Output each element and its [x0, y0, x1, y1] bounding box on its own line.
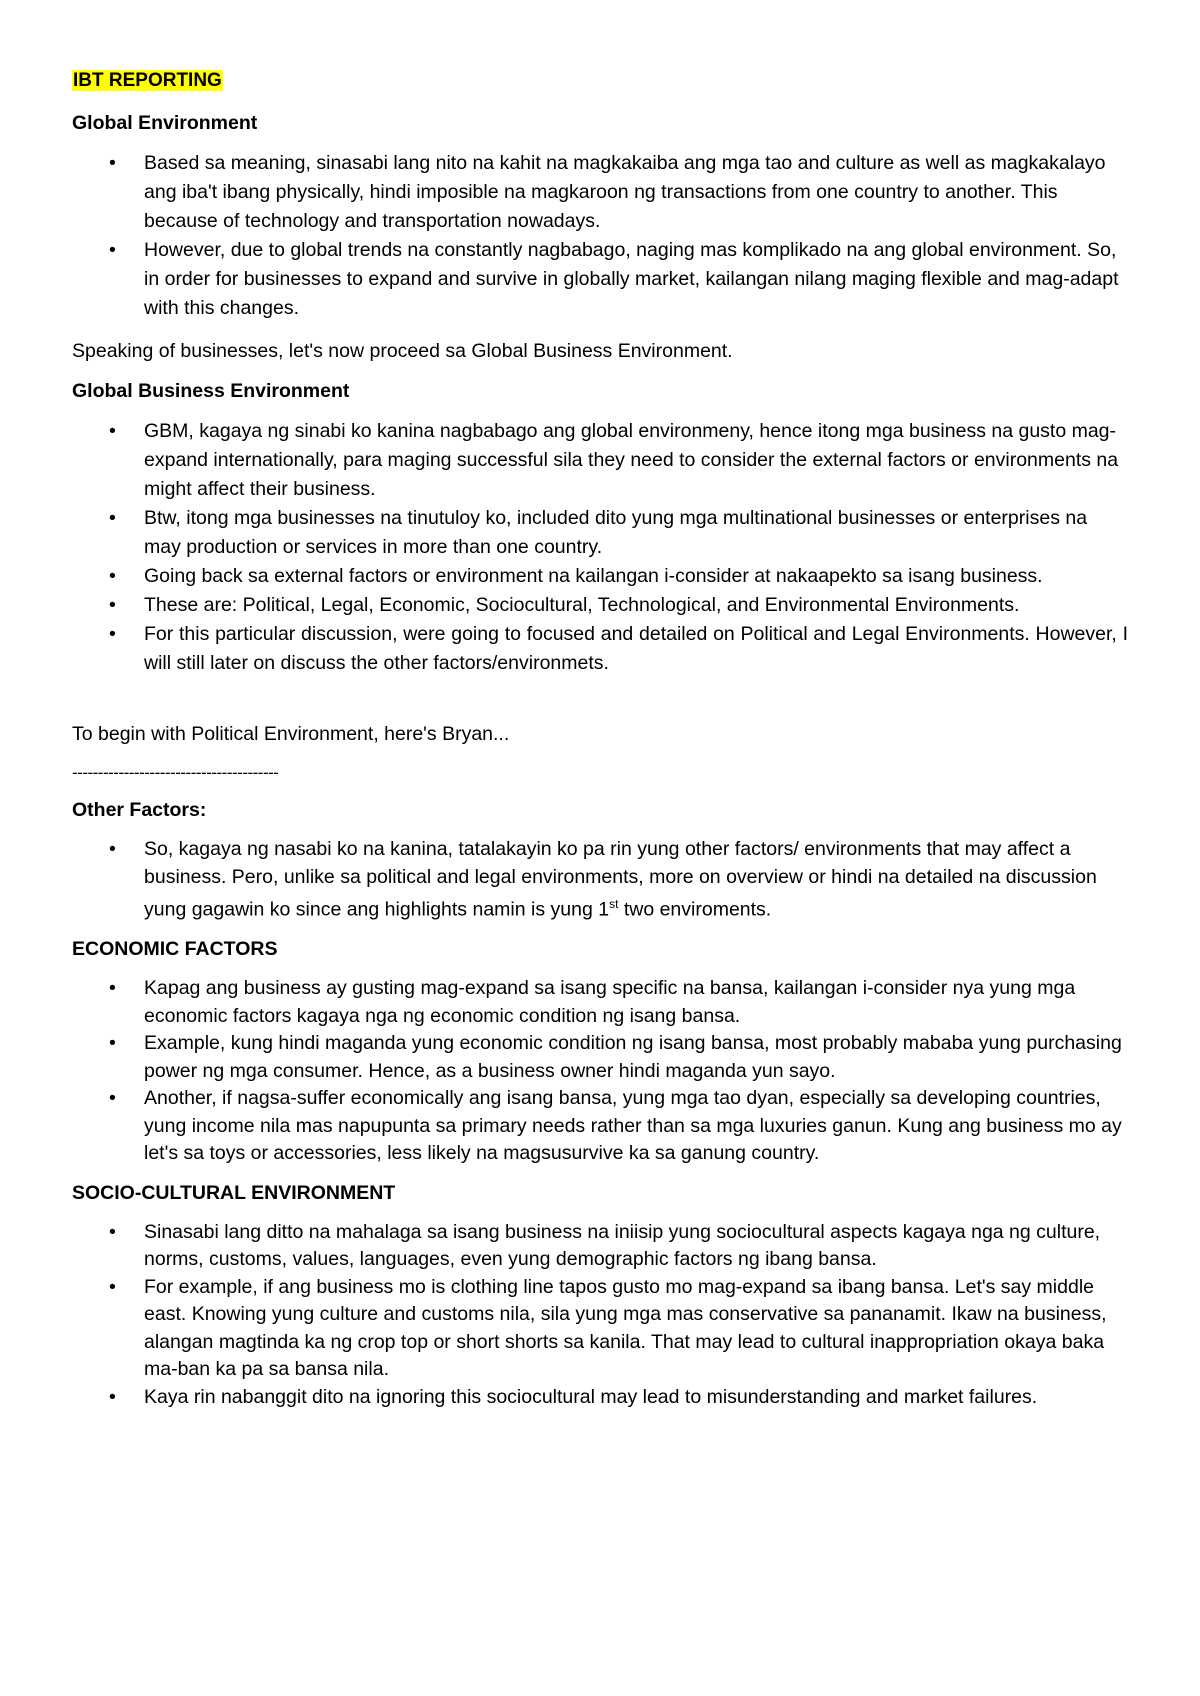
- socio-cultural-list: [72, 1219, 1128, 1412]
- bullet-icon: •: [109, 594, 116, 616]
- bullet-icon: •: [109, 420, 116, 442]
- heading-socio-cultural-environment: SOCIO-CULTURAL ENVIRONMENT: [72, 1181, 396, 1204]
- bullet-icon: •: [109, 239, 116, 261]
- bullet-icon: •: [109, 1275, 116, 1298]
- bullet-icon: •: [109, 152, 116, 174]
- second-half: [72, 799, 1128, 1411]
- list-item: • Kapag ang business ay gusting mag-expand sa isang specific na bansa, kailangan i-consider nya yung mga economic factors kagaya nga ng economic condition ng isang bansa.: [109, 977, 1076, 1027]
- economic-factors-list: [72, 975, 1128, 1168]
- list-item: • Sinasabi lang ditto na mahalaga sa isang business na iniisip yung sociocultural aspects kagaya nga ng culture, norms, customs, values, languages, even yung demographic factors ng ibang bansa.: [109, 1220, 1101, 1270]
- bullet-icon: •: [109, 623, 116, 645]
- global-environment-list: [72, 149, 1128, 323]
- bullet-icon: •: [109, 838, 116, 860]
- other-factors-list: [72, 836, 1128, 924]
- bullet-icon: •: [109, 1385, 116, 1408]
- list-item: • However, due to global trends na constantly nagbabago, naging mas komplikado na ang global environment. So, in order for businesses to expand and survive in globally market, kailangan nilang maging flexible and mag-adapt with this changes.: [72, 236, 1128, 323]
- transition-paragraph: Speaking of businesses, let's now proceed sa Global Business Environment.: [72, 340, 733, 362]
- heading-other-factors: Other Factors:: [72, 799, 207, 821]
- list-item: • For this particular discussion, were going to focused and detailed on Political and Legal Environments. However, I will still later on discuss the other factors/environmets.: [72, 620, 1128, 678]
- global-business-environment-list: [72, 417, 1128, 678]
- list-item: • Example, kung hindi maganda yung economic condition ng isang bansa, most probably mababa yung purchasing power ng mga consumer. Hence, as a business owner hindi maganda yun sayo.: [109, 1032, 1122, 1082]
- list-item: • Another, if nagsa-suffer economically ang isang bansa, yung mga tao dyan, especially sa developing countries, yung income nila mas napupunta sa primary needs rather than sa mga luxuries ganun. Kung ang business mo ay let's sa toys or accessories, less likely na magsusurvive ka sa ganung country.: [109, 1087, 1122, 1164]
- list-item: • So, kagaya ng nasabi ko na kanina, tatalakayin ko pa rin yung other factors/ environments that may affect a business. Pero, unlike sa political and legal environments, more on overview or hindi na detailed na discussion yung gagawin ko since ang highlights namin is yung 1st two enviroments.: [109, 838, 1097, 921]
- spacer: [72, 692, 1128, 720]
- handoff-paragraph: To begin with Political Environment, here's Bryan...: [72, 723, 510, 745]
- heading-global-environment: Global Environment: [72, 112, 258, 134]
- bullet-icon: •: [109, 977, 116, 999]
- section-divider: ----------------------------------------: [72, 763, 279, 782]
- list-item: • Btw, itong mga businesses na tinutuloy ko, included dito yung mga multinational businesses or enterprises na may production or services in more than one country.: [72, 504, 1128, 562]
- list-item: • For example, if ang business mo is clothing line tapos gusto mo mag-expand sa ibang bansa. Let's say middle east. Knowing yung culture and customs nila, sila yung mga mas conservative sa pananamit. Ikaw na business, alangan magtinda ka ng crop top or short shorts sa kanila. That may lead to cultural inappropriation okaya baka ma-ban ka pa sa bansa nila.: [109, 1275, 1107, 1380]
- bullet-icon: •: [109, 1032, 116, 1054]
- list-item: • Kaya rin nabanggit dito na ignoring this sociocultural may lead to misunderstanding and market failures.: [72, 1384, 1128, 1412]
- bullet-icon: •: [109, 565, 116, 587]
- list-item: • Based sa meaning, sinasabi lang nito na kahit na magkakaiba ang mga tao and culture as well as magkakalayo ang iba't ibang physically, hindi imposible na magkaroon ng transactions from one country to another. This because of technology and transportation nowadays.: [72, 149, 1128, 236]
- heading-economic-factors: ECONOMIC FACTORS: [72, 938, 278, 960]
- list-item: • GBM, kagaya ng sinabi ko kanina nagbabago ang global environmeny, hence itong mga business na gusto mag-expand internationally, para maging successful sila they need to consider the external factors or environments na might affect their business.: [72, 417, 1128, 504]
- bullet-icon: •: [109, 507, 116, 529]
- list-item: • These are: Political, Legal, Economic, Sociocultural, Technological, and Environmental Environments.: [72, 591, 1128, 620]
- bullet-icon: •: [109, 1220, 116, 1243]
- document-title: IBT REPORTING: [73, 70, 222, 91]
- heading-global-business-environment: Global Business Environment: [72, 380, 350, 402]
- list-item: • Going back sa external factors or environment na kailangan i-consider at nakaapekto sa isang business.: [72, 562, 1128, 591]
- bullet-icon: •: [109, 1087, 116, 1109]
